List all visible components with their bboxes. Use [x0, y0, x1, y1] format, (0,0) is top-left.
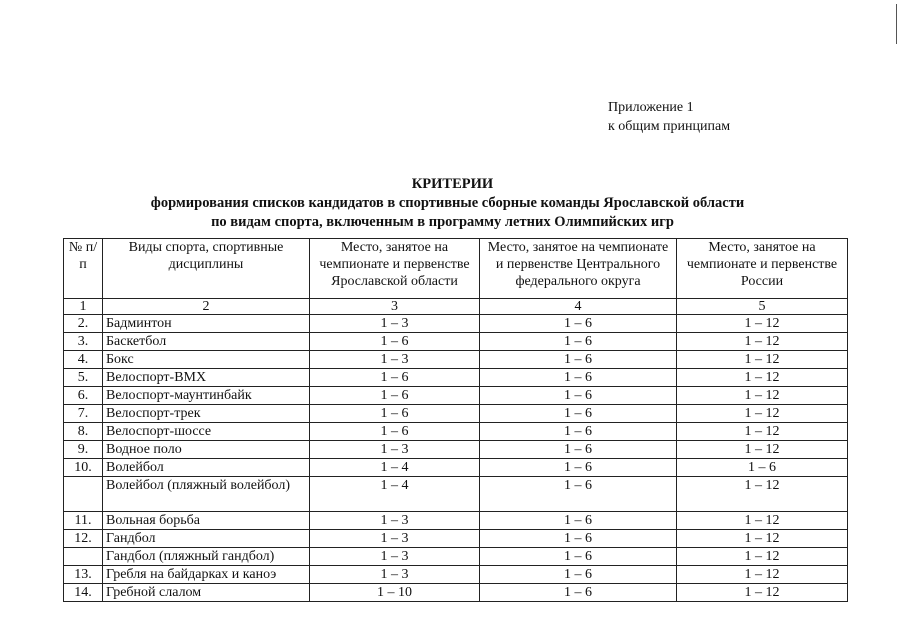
- place-russia: 1 – 12: [677, 351, 848, 369]
- criteria-table: [63, 238, 848, 602]
- place-region: 1 – 3: [310, 530, 480, 548]
- sport-name: Гандбол: [103, 530, 310, 548]
- row-number: 6.: [64, 387, 103, 405]
- table-row: [64, 351, 848, 369]
- place-cfo: 1 – 6: [480, 387, 677, 405]
- table-row: [64, 405, 848, 423]
- place-region: 1 – 3: [310, 441, 480, 459]
- table-row: [64, 315, 848, 333]
- place-region: 1 – 6: [310, 333, 480, 351]
- place-russia: 1 – 12: [677, 548, 848, 566]
- column-number-row: [64, 299, 848, 315]
- table-row: [64, 512, 848, 530]
- place-cfo: 1 – 6: [480, 369, 677, 387]
- place-cfo: 1 – 6: [480, 351, 677, 369]
- place-cfo: 1 – 6: [480, 566, 677, 584]
- place-region: 1 – 6: [310, 405, 480, 423]
- place-cfo: 1 – 6: [480, 333, 677, 351]
- place-cfo: 1 – 6: [480, 530, 677, 548]
- place-region: 1 – 3: [310, 566, 480, 584]
- place-region: 1 – 6: [310, 423, 480, 441]
- row-number: 5.: [64, 369, 103, 387]
- place-region: 1 – 4: [310, 459, 480, 477]
- place-cfo: 1 – 6: [480, 315, 677, 333]
- table-row: [64, 530, 848, 548]
- table-row: [64, 459, 848, 477]
- document-title: [0, 175, 905, 232]
- row-number: 10.: [64, 459, 103, 477]
- table-row: [64, 333, 848, 351]
- place-region: 1 – 3: [310, 548, 480, 566]
- place-russia: 1 – 12: [677, 477, 848, 512]
- place-cfo: 1 – 6: [480, 441, 677, 459]
- table-row: [64, 423, 848, 441]
- annex-note: [608, 98, 730, 136]
- header-region: Место, занятое на чемпионате и первенстве Ярославской области: [310, 239, 480, 299]
- title-line-2: формирования списков кандидатов в спортивные сборные команды Ярославской области: [150, 195, 745, 211]
- title-line-3: по видам спорта, включенным в программу летних Олимпийских игр: [211, 214, 674, 230]
- column-number: 2: [103, 299, 310, 315]
- sport-name: Водное поло: [103, 441, 310, 459]
- sport-name: Велоспорт-ВМХ: [103, 369, 310, 387]
- sport-name: Велоспорт-шоссе: [103, 423, 310, 441]
- table-row: [64, 566, 848, 584]
- row-number: 2.: [64, 315, 103, 333]
- table-row: [64, 548, 848, 566]
- place-cfo: 1 – 6: [480, 548, 677, 566]
- column-number: 3: [310, 299, 480, 315]
- row-number: [64, 548, 103, 566]
- header-russia: Место, занятое на чемпионате и первенстве России: [677, 239, 848, 299]
- row-number: 3.: [64, 333, 103, 351]
- place-russia: 1 – 12: [677, 441, 848, 459]
- sport-name: Волейбол: [103, 459, 310, 477]
- table-row: [64, 369, 848, 387]
- table-row: [64, 477, 848, 512]
- sport-name: Гребной слалом: [103, 584, 310, 602]
- place-russia: 1 – 12: [677, 423, 848, 441]
- sport-name: Баскетбол: [103, 333, 310, 351]
- table-row: [64, 584, 848, 602]
- table-row: [64, 441, 848, 459]
- sport-name: Вольная борьба: [103, 512, 310, 530]
- place-russia: 1 – 12: [677, 387, 848, 405]
- place-russia: 1 – 12: [677, 584, 848, 602]
- sport-name: Бадминтон: [103, 315, 310, 333]
- place-russia: 1 – 12: [677, 405, 848, 423]
- row-number: [64, 477, 103, 512]
- place-russia: 1 – 12: [677, 333, 848, 351]
- place-region: 1 – 6: [310, 387, 480, 405]
- row-number: 9.: [64, 441, 103, 459]
- annex-line-1: Приложение 1: [608, 100, 694, 115]
- sport-name: Велоспорт-трек: [103, 405, 310, 423]
- title-main: КРИТЕРИИ: [411, 176, 494, 192]
- place-region: 1 – 10: [310, 584, 480, 602]
- place-region: 1 – 3: [310, 315, 480, 333]
- place-cfo: 1 – 6: [480, 423, 677, 441]
- sport-name: Волейбол (пляжный волейбол): [103, 477, 310, 512]
- row-number: 11.: [64, 512, 103, 530]
- row-number: 13.: [64, 566, 103, 584]
- sport-name: Гребля на байдарках и каноэ: [103, 566, 310, 584]
- row-number: 12.: [64, 530, 103, 548]
- place-russia: 1 – 6: [677, 459, 848, 477]
- column-number: 5: [677, 299, 848, 315]
- table-row: [64, 387, 848, 405]
- place-russia: 1 – 12: [677, 566, 848, 584]
- place-cfo: 1 – 6: [480, 512, 677, 530]
- sport-name: Бокс: [103, 351, 310, 369]
- column-number: 1: [64, 299, 103, 315]
- scan-edge-mark: [896, 4, 897, 44]
- place-cfo: 1 – 6: [480, 477, 677, 512]
- header-number: № п/п: [64, 239, 103, 299]
- place-cfo: 1 – 6: [480, 584, 677, 602]
- place-region: 1 – 6: [310, 369, 480, 387]
- place-cfo: 1 – 6: [480, 459, 677, 477]
- row-number: 14.: [64, 584, 103, 602]
- row-number: 7.: [64, 405, 103, 423]
- row-number: 8.: [64, 423, 103, 441]
- place-russia: 1 – 12: [677, 369, 848, 387]
- place-region: 1 – 3: [310, 351, 480, 369]
- place-russia: 1 – 12: [677, 512, 848, 530]
- place-region: 1 – 3: [310, 512, 480, 530]
- header-cfo: Место, занятое на чемпионате и первенстве Центрального федерального округа: [480, 239, 677, 299]
- row-number: 4.: [64, 351, 103, 369]
- table-header-row: [64, 239, 848, 299]
- place-cfo: 1 – 6: [480, 405, 677, 423]
- annex-line-2: к общим принципам: [608, 119, 731, 134]
- column-number: 4: [480, 299, 677, 315]
- sport-name: Гандбол (пляжный гандбол): [103, 548, 310, 566]
- sport-name: Велоспорт-маунтинбайк: [103, 387, 310, 405]
- place-russia: 1 – 12: [677, 315, 848, 333]
- place-russia: 1 – 12: [677, 530, 848, 548]
- place-region: 1 – 4: [310, 477, 480, 512]
- header-sport: Виды спорта, спортивные дисциплины: [103, 239, 310, 299]
